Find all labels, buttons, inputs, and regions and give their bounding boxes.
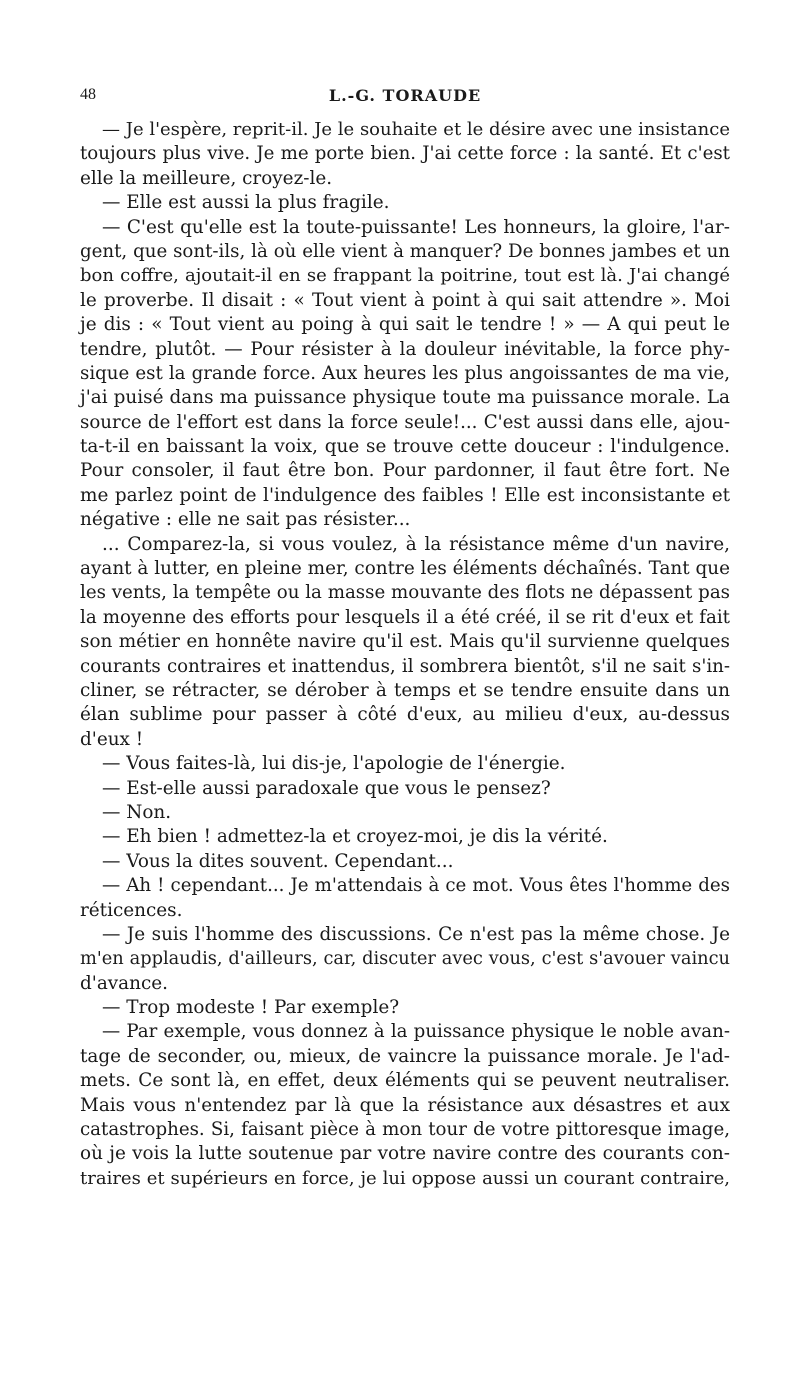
page-number: 48 bbox=[80, 86, 96, 103]
text-line: d'avance. bbox=[80, 972, 169, 994]
text-line: tage de seconder, ou, mieux, de vaincre la puissance morale. Je l'ad- bbox=[80, 1045, 730, 1067]
text-line: toujours plus vive. Je me porte bien. J'ai cette force : la santé. Et c'est bbox=[80, 143, 730, 165]
text-line: ... Comparez-la, si vous voulez, à la résistance même d'un navire, bbox=[102, 533, 730, 555]
text-line: d'eux ! bbox=[80, 728, 144, 750]
text-line: traires et supérieurs en force, je lui oppose aussi un courant contraire, bbox=[80, 1167, 730, 1189]
text-line: — Je suis l'homme des discussions. Ce n'est pas la même chose. Je bbox=[102, 923, 730, 945]
text-line: — Je l'espère, reprit-il. Je le souhaite et le désire avec une insistance bbox=[102, 119, 730, 140]
text-line: — C'est qu'elle est la toute-puissante! Les honneurs, la gloire, l'ar- bbox=[102, 216, 730, 238]
text-line: m'en applaudis, d'ailleurs, car, discuter avec vous, c'est s'avouer vaincu bbox=[80, 948, 730, 970]
text-line: je dis : « Tout vient au poing à qui sait le tendre ! » — A qui peut le bbox=[80, 314, 730, 336]
text-line: gent, que sont-ils, là où elle vient à manquer? De bonnes jambes et un bbox=[80, 240, 730, 262]
text-line: — Non. bbox=[102, 801, 172, 823]
text-line: me parlez point de l'indulgence des faibles ! Elle est inconsistante et bbox=[80, 484, 730, 506]
text-line: cliner, se rétracter, se dérober à temps et se tendre ensuite dans un bbox=[80, 679, 730, 701]
text-line: Mais vous n'entendez par là que la résistance aux désastres et aux bbox=[80, 1094, 730, 1116]
text-line: tendre, plutôt. — Pour résister à la douleur inévitable, la force phy- bbox=[80, 338, 730, 360]
text-line: — Elle est aussi la plus fragile. bbox=[102, 192, 390, 214]
text-line: — Vous faites-là, lui dis-je, l'apologie de l'énergie. bbox=[102, 753, 566, 775]
text-line: mets. Ce sont là, en effet, deux éléments qui se peuvent neutraliser. bbox=[80, 1070, 730, 1092]
text-line: les vents, la tempête ou la masse mouvante des flots ne dépassent pas bbox=[80, 582, 730, 604]
text-line: ta-t-il en baissant la voix, que se trouve cette douceur : l'indulgence. bbox=[80, 436, 730, 458]
running-title: L.-G. TORAUDE bbox=[328, 86, 482, 105]
text-line: — Est-elle aussi paradoxale que vous le pensez? bbox=[102, 777, 551, 799]
text-line: — Par exemple, vous donnez à la puissance physique le noble avan- bbox=[102, 1021, 730, 1043]
text-line: son métier en honnête navire qu'il est. Mais qu'il survienne quelques bbox=[80, 631, 730, 653]
text-line: source de l'effort est dans la force seule!... C'est aussi dans elle, ajou- bbox=[80, 411, 730, 433]
text-line: élan sublime pour passer à côté d'eux, au milieu d'eux, au-dessus bbox=[80, 704, 730, 726]
text-line: bon coffre, ajoutait-il en se frappant la poitrine, tout est là. J'ai changé bbox=[80, 265, 730, 287]
text-line: la moyenne des efforts pour lesquels il a été créé, il se rit d'eux et fait bbox=[80, 606, 730, 628]
running-head bbox=[80, 86, 730, 108]
text-line: Pour consoler, il faut être bon. Pour pardonner, il faut être fort. Ne bbox=[80, 460, 730, 482]
text-line: — Vous la dites souvent. Cependant... bbox=[102, 850, 454, 872]
text-line: j'ai puisé dans ma puissance physique toute ma puissance morale. La bbox=[80, 387, 730, 409]
body-text bbox=[80, 118, 730, 1191]
text-line: courants contraires et inattendus, il sombrera bientôt, s'il ne sait s'in- bbox=[80, 655, 730, 677]
text-line: sique est la grande force. Aux heures les plus angoissantes de ma vie, bbox=[80, 362, 730, 384]
text-line: — Eh bien ! admettez-la et croyez-moi, je dis la vérité. bbox=[102, 826, 608, 848]
text-line: — Trop modeste ! Par exemple? bbox=[102, 997, 400, 1019]
text-line: négative : elle ne sait pas résister... bbox=[80, 509, 411, 531]
text-line: elle la meilleure, croyez-le. bbox=[80, 167, 333, 189]
text-line: ayant à lutter, en pleine mer, contre les éléments déchaînés. Tant que bbox=[80, 558, 730, 580]
text-line: catastrophes. Si, faisant pièce à mon tour de votre pittoresque image, bbox=[80, 1119, 730, 1141]
text-line: le proverbe. Il disait : « Tout vient à point à qui sait attendre ». Moi bbox=[80, 289, 730, 311]
text-line: — Ah ! cependant... Je m'attendais à ce mot. Vous êtes l'homme des bbox=[102, 875, 730, 897]
text-line: où je vois la lutte soutenue par votre navire contre des courants con- bbox=[80, 1143, 730, 1165]
text-line: réticences. bbox=[80, 899, 183, 921]
